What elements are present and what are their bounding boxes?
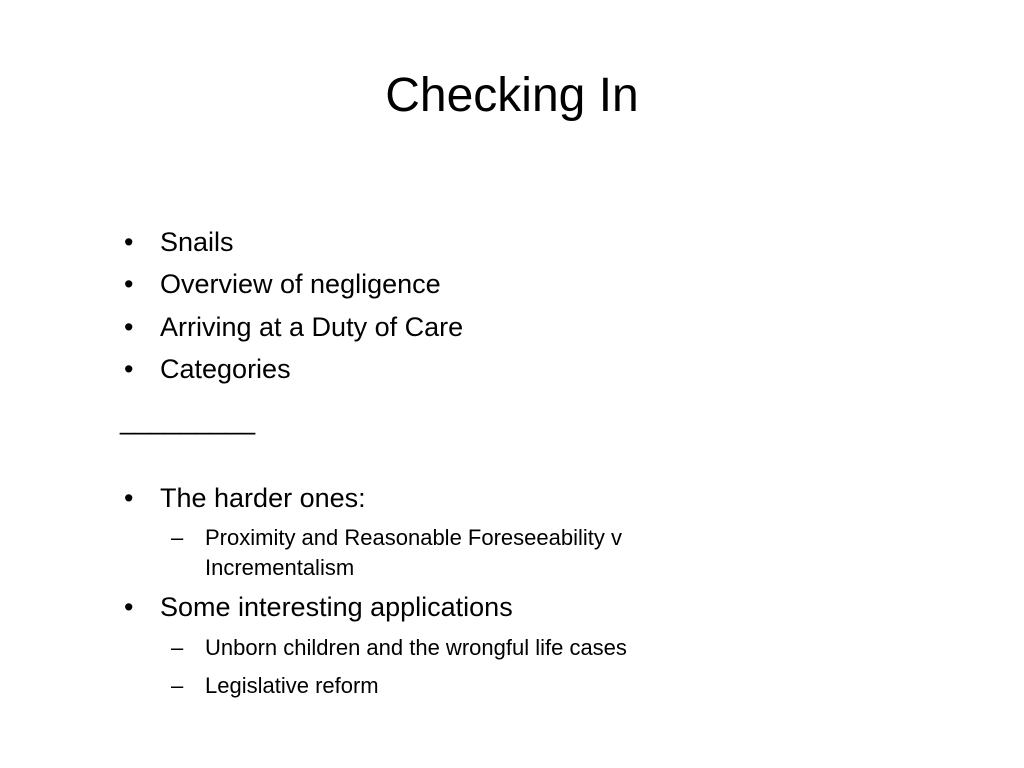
sub-bullet-marker: – xyxy=(171,635,184,660)
sub-bullet-continuation xyxy=(205,553,354,582)
bullet-text: Overview of negligence xyxy=(160,269,441,299)
bullet-text: Categories xyxy=(160,354,291,384)
bullet-marker: • xyxy=(124,483,134,513)
sub-bullet-marker: – xyxy=(171,525,184,550)
divider-line: _________ xyxy=(120,405,256,435)
bullet-marker: • xyxy=(124,312,134,342)
bullet-item xyxy=(124,482,366,514)
bullet-text: Snails xyxy=(160,227,234,257)
bullet-text: The harder ones: xyxy=(160,483,366,513)
bullet-marker: • xyxy=(124,354,134,384)
bullet-item xyxy=(124,591,513,623)
sub-bullet-text: Legislative reform xyxy=(205,673,379,698)
bullet-text: Some interesting applications xyxy=(160,592,513,622)
sub-bullet-item xyxy=(171,633,627,662)
slide-title: Checking In xyxy=(385,69,639,122)
bullet-marker: • xyxy=(124,269,134,299)
sub-bullet-item xyxy=(171,671,379,700)
bullet-marker: • xyxy=(124,227,134,257)
bullet-marker: • xyxy=(124,592,134,622)
sub-bullet-text: Unborn children and the wrongful life cases xyxy=(205,635,627,660)
sub-bullet-marker: – xyxy=(171,673,184,698)
bullet-text: Arriving at a Duty of Care xyxy=(160,312,464,342)
sub-bullet-text: Incrementalism xyxy=(205,555,355,580)
sub-bullet-text: Proximity and Reasonable Foreseeability v xyxy=(205,525,622,550)
bullet-item xyxy=(124,311,464,343)
bullet-item xyxy=(124,353,291,385)
sub-bullet-item xyxy=(171,523,622,552)
bullet-item xyxy=(124,226,234,258)
bullet-item xyxy=(124,268,441,300)
